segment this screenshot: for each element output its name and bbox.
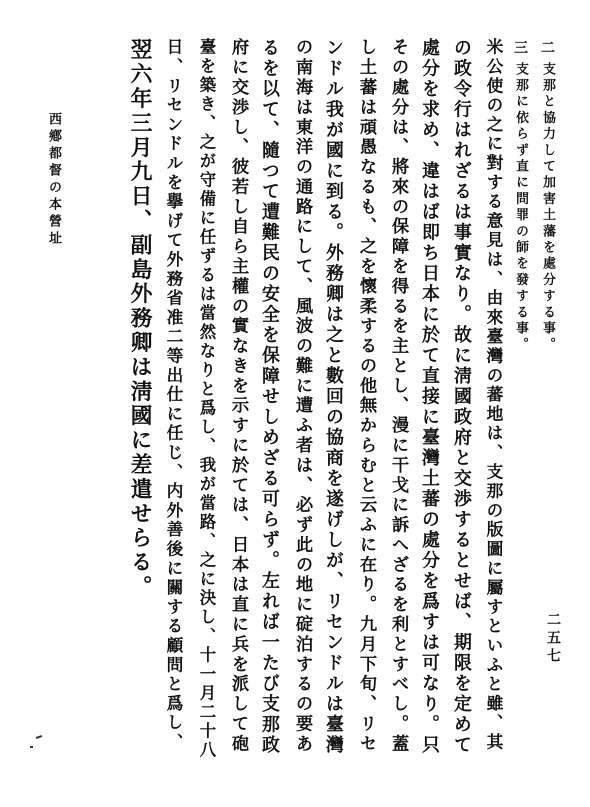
note-3: [511, 40, 527, 354]
body-line: ンドル我が國に到る。外務卿は之と數回の協商を遂げしが、リセンドルは臺灣: [323, 38, 344, 756]
photo-caption: 西鄕都督の本營址: [46, 112, 61, 248]
note-text: 支那と協力して加害土藩を處分する事。: [540, 62, 555, 354]
note-2: [538, 40, 554, 354]
body-line: 翌六年三月九日、副島外務卿は淸國に差遣せらる。: [127, 38, 152, 600]
page-number: 二五七: [545, 612, 561, 666]
body-line: の南海は東洋の通路にして、風波の難に遭ふ者は、必ず此の地に碇泊するの要あ: [292, 38, 312, 755]
body-line: 日、リセンドルを擧げて外務省准二等出仕に任じ、内外善後に關する顧問と爲し、: [164, 38, 184, 753]
scan-speck: [30, 746, 33, 748]
body-line: 臺を築き、之が守備に任ずるは當然なりと爲し、我が當路、之に決し、十一月二十八: [197, 38, 216, 760]
body-line: し土蕃は頑愚なるも、之を懷柔するの他無からむと云ふに在り。九月下旬、リセ: [356, 38, 376, 755]
body-line: その處分は、將來の保障を得るを主とし、漫に干戈に訴へざるを利とすべし。蓋: [388, 38, 408, 755]
note-number: 三: [512, 40, 528, 54]
body-line: 米公使の之に對する意見は、由來臺灣の蕃地は、支那の版圖に屬すといふと雖、其: [484, 38, 504, 753]
note-number: 二: [539, 40, 555, 54]
scan-speck: [36, 735, 42, 739]
body-line: 處分を求め、違はば即ち日本に於て直接に臺灣土蕃の處分を爲すは可なり。只: [419, 38, 440, 756]
note-text: 支那に依らず直に問罪の師を發する事。: [513, 62, 528, 354]
body-line: 府に交渉し、彼若し自ら主權の實なきを示すに於ては、日本は直に兵を派して砲: [228, 38, 248, 755]
body-line: の政令行はれざるは事實なり。故に淸國政府と交渉するとせば、期限を定めて: [451, 38, 472, 756]
body-line: るを以て、隨つて遭難民の安全を保障せしめざる可らず。左れば一たび支那政: [259, 38, 280, 756]
